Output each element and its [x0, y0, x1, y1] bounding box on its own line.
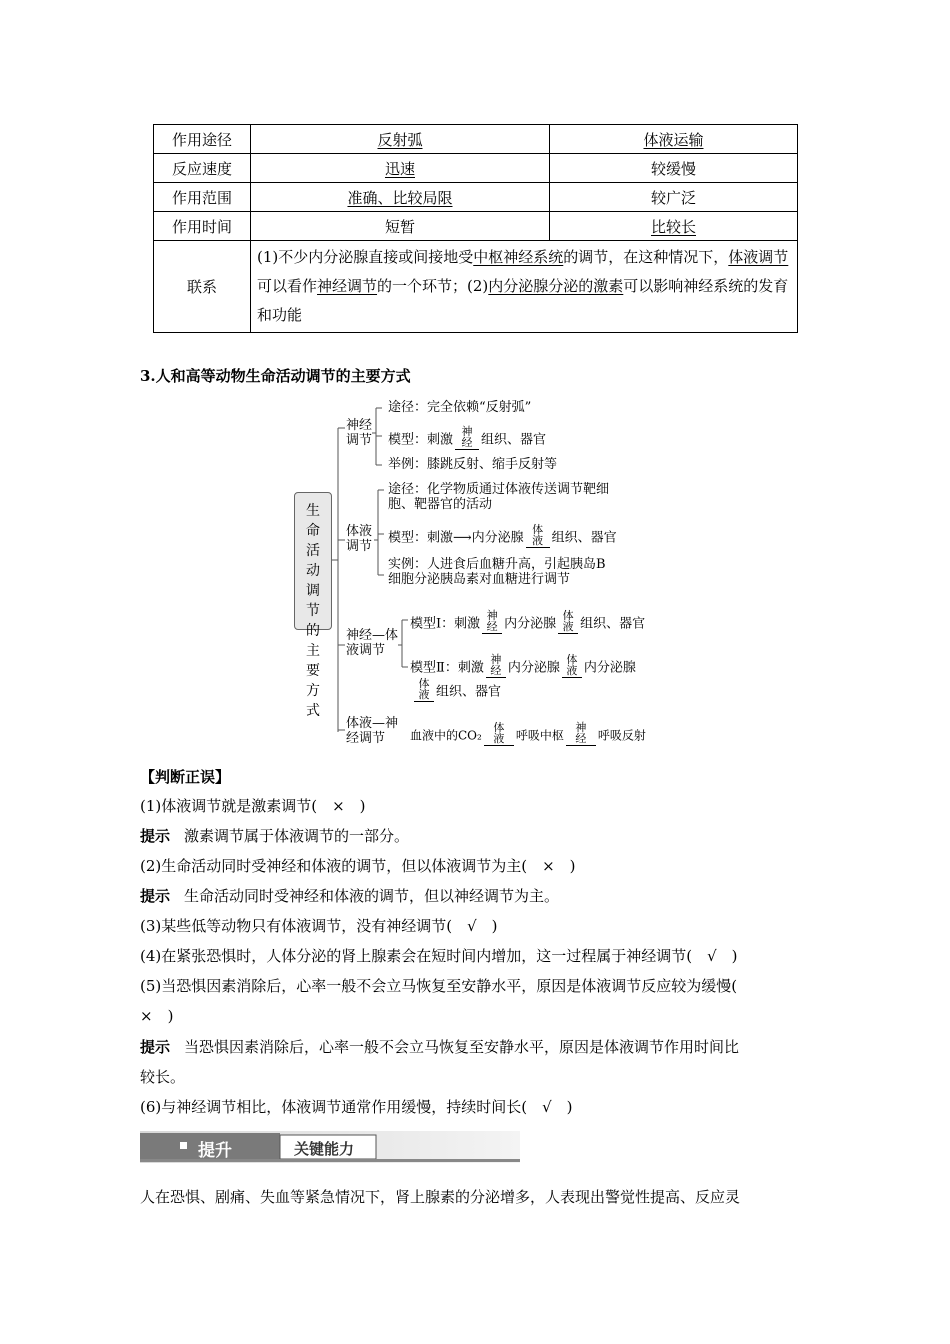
question-5: (5)当恐惧因素消除后，心率一般不会立马恢复至安静水平，原因是体液调节反应较为缓慢( [140, 977, 738, 995]
question-2: (2)生命活动同时受神经和体液的调节，但以体液调节为主( × ) [140, 857, 576, 875]
neural-cell: 准确、比较局限 [347, 188, 453, 207]
neural-example: 举例：膝跳反射、缩手反射等 [388, 457, 558, 472]
neuro-humoral-model-2: 模型Ⅱ：刺激神经 内分泌腺体液 内分泌腺 [410, 653, 636, 677]
body-text: 人在恐惧、剧痛、失血等紧急情况下，肾上腺素的分泌增多，人表现出警觉性提高、反应灵 [140, 1188, 741, 1206]
neuro-humoral-model-2-cont: 体液 组织、器官 [412, 680, 501, 704]
row-label: 作用范围 [154, 183, 251, 212]
banner-tag: 提升 [198, 1141, 232, 1161]
judge-title: 【判断正误】 [140, 768, 231, 786]
neural-model: 模型：刺激神经 组织、器官 [388, 425, 547, 449]
question-3: (3)某些低等动物只有体液调节，没有神经调节( √ ) [140, 917, 498, 935]
humoral-model: 模型：刺激⟶内分泌腺体液 组织、器官 [388, 523, 617, 547]
neural-cell: 短暂 [384, 217, 415, 236]
hint-5-cont: 较长。 [140, 1068, 186, 1086]
neural-label: 神经 调节 [346, 418, 373, 448]
neural-cell: 迅速 [384, 159, 415, 178]
banner-title: 关键能力 [294, 1140, 355, 1158]
humoral-example: 实例：人进食后血糖升高，引起胰岛B 细胞分泌胰岛素对血糖进行调节 [388, 557, 606, 587]
humoral-neuro-label: 体液—神 经调节 [346, 716, 399, 746]
humoral-path: 途径：化学物质通过体液传送调节靶细 胞、靶器官的活动 [388, 482, 610, 512]
humoral-cell: 体液运输 [643, 130, 704, 149]
row-label: 作用时间 [154, 212, 251, 241]
neuro-humoral-model-1: 模型Ⅰ：刺激神经 内分泌腺体液 组织、器官 [410, 609, 646, 633]
hint-5: 提示 当恐惧因素消除后，心率一般不会立马恢复至安静水平，原因是体液调节作用时间比 [140, 1038, 740, 1056]
humoral-cell: 比较长 [650, 217, 696, 236]
hint-2: 提示 生命活动同时受神经和体液的调节，但以神经调节为主。 [140, 887, 560, 905]
section-title: 3.人和高等动物生命活动调节的主要方式 [140, 367, 411, 385]
question-1: (1)体液调节就是激素调节( × ) [140, 797, 366, 815]
row-label: 反应速度 [154, 154, 251, 183]
question-5-cont: × ) [140, 1007, 174, 1025]
diagram-root-box: 生命活动调节的主要方式 [294, 492, 332, 630]
humoral-cell: 较缓慢 [650, 159, 696, 178]
row-label: 联系 [154, 241, 251, 333]
question-6: (6)与神经调节相比，体液调节通常作用缓慢，持续时间长( √ ) [140, 1098, 573, 1116]
hint-1: 提示 激素调节属于体液调节的一部分。 [140, 827, 410, 845]
section-banner [140, 1128, 520, 1166]
humoral-label: 体液 调节 [346, 524, 373, 554]
relation-cell: (1)不少内分泌腺直接或间接地受中枢神经系统的调节，在这种情况下，体液调节可以看作神经调节的一个环节；(2)内分泌腺分泌的激素可以影响神经系统的发育和功能 [251, 241, 798, 333]
humoral-neuro-model: 血液中的CO₂体液 呼吸中枢神经 呼吸反射 [410, 721, 646, 745]
row-label: 作用途径 [154, 125, 251, 154]
neural-cell: 反射弧 [377, 130, 423, 149]
neural-path: 途径：完全依赖“反射弧” [388, 400, 532, 415]
neuro-humoral-label: 神经—体 液调节 [346, 628, 399, 658]
humoral-cell: 较广泛 [650, 188, 696, 207]
question-4: (4)在紧张恐惧时，人体分泌的肾上腺素会在短时间内增加，这一过程属于神经调节( √ ) [140, 947, 738, 965]
